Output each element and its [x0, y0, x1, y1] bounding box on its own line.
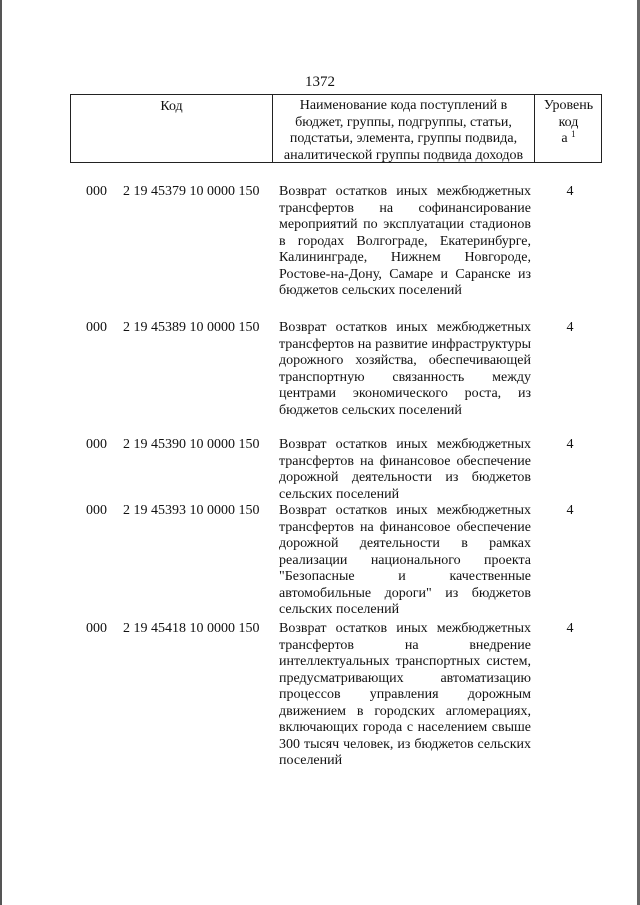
row-level: 4 [566, 184, 574, 199]
header-level-footnote: 1 [571, 129, 576, 139]
row-level: 4 [566, 503, 574, 518]
header-name: Наименование кода поступлений в бюджет, группы, подгруппы, статьи, подстатьи, элемента, группы подвида, аналитической группы подвида доходов [272, 95, 534, 162]
row-level: 4 [566, 320, 574, 335]
row-level: 4 [566, 437, 574, 452]
row-code: 2 19 45418 10 0000 150 [123, 621, 260, 636]
row-name: Возврат остатков иных межбюджетных трансфертов на развитие инфраструктуры дорожного хозяйства, обеспечивающей транспортную связанность между центрами экономического роста, из бюджетов сельских поселений [279, 320, 531, 418]
row-name: Возврат остатков иных межбюджетных трансфертов на софинансирование мероприятий по эксплуатации стадионов в городах Волгограде, Екатеринбурге, Калининграде, Нижнем Новгороде, Ростове-на-Дону, Самаре и Саранске из бюджетов сельских поселений [279, 184, 531, 298]
row-prefix: 000 [86, 184, 107, 199]
scan-left-edge [0, 0, 2, 905]
page-number: 1372 [305, 74, 335, 90]
row-prefix: 000 [86, 320, 107, 335]
header-code: Код [160, 99, 183, 114]
header-level [534, 95, 602, 162]
header-level-tail: а [561, 131, 568, 146]
row-prefix: 000 [86, 621, 107, 636]
row-code: 2 19 45389 10 0000 150 [123, 320, 260, 335]
row-level: 4 [566, 621, 574, 636]
table-header [70, 94, 602, 163]
row-code: 2 19 45390 10 0000 150 [123, 437, 260, 452]
row-prefix: 000 [86, 437, 107, 452]
row-code: 2 19 45393 10 0000 150 [123, 503, 260, 518]
row-prefix: 000 [86, 503, 107, 518]
header-level-word: Уровень код [543, 98, 594, 130]
row-name: Возврат остатков иных межбюджетных трансфертов на финансовое обеспечение дорожной деятельности из бюджетов сельских поселений [279, 437, 531, 502]
row-name: Возврат остатков иных межбюджетных трансфертов на внедрение интеллектуальных транспортных систем, предусматривающих автоматизацию процессов управления дорожным движением в городских агломерациях, включающих города с населением свыше 300 тысяч человек, из бюджетов сельских поселений [279, 621, 531, 768]
row-code: 2 19 45379 10 0000 150 [123, 184, 260, 199]
row-name: Возврат остатков иных межбюджетных трансфертов на финансовое обеспечение дорожной деятельности в рамках реализации национального проекта "Безопасные и качественные автомобильные дороги" из бюджетов сельских поселений [279, 503, 531, 617]
